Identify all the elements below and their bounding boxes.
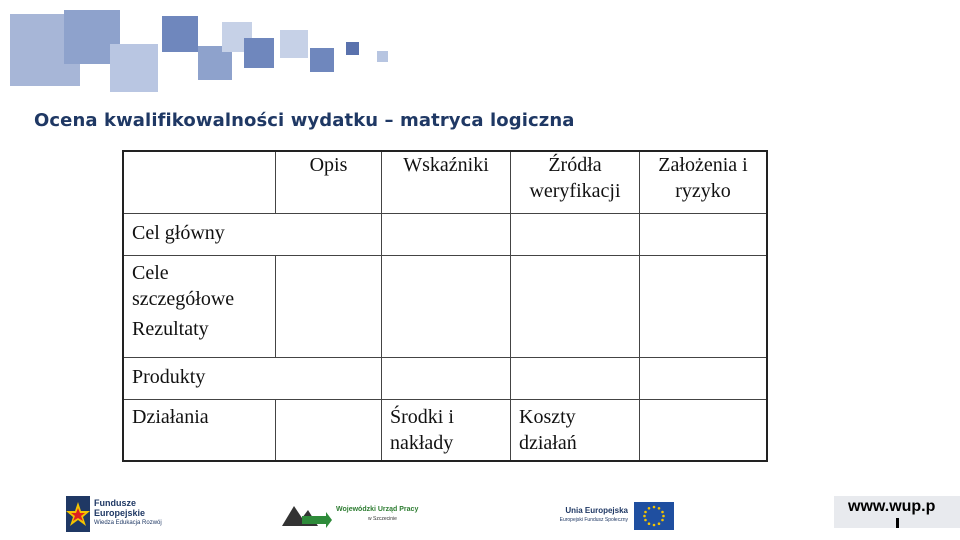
row-label-produkty [123,357,382,399]
cell [276,255,382,357]
url-text: www.wup.p [848,498,936,515]
cell-koszty [511,399,640,461]
header-opis: Opis [276,151,382,213]
fe-line1: Fundusze [94,498,136,508]
cel-glowny-label: Cel główny [132,221,225,244]
ue-line2: Europejski Fundusz Społeczny [559,517,628,523]
header-wskazniki: Wskaźniki [382,151,511,213]
row-label-dzialania [123,399,276,461]
cell [511,213,640,255]
url-overflow-mark [896,518,899,528]
srodki-label: Środki i nakłady [390,405,454,454]
fe-line3: Wiedza Edukacja Rozwój [94,520,162,526]
ue-line1: Unia Europejska [565,506,628,515]
row-label-cele-rezultaty [123,255,276,357]
cell [640,357,768,399]
header-zalozenia: Założenia i ryzyko [640,151,768,213]
row-label-cel-glowny [123,213,382,255]
corner-cell [123,151,276,213]
cele-szczegolowe-label: Cele szczegółowe [132,261,235,310]
wup-mountains-icon [282,502,332,528]
cell [640,213,768,255]
produkty-label: Produkty [132,365,206,388]
koszty-label: Koszty działań [519,405,577,454]
logical-matrix-table [122,150,768,462]
fe-line2: Europejskie [94,508,146,518]
cell [511,357,640,399]
cell [640,399,768,461]
eu-flag-icon [634,502,674,530]
slide-title: Ocena kwalifikowalności wydatku – matryca logiczna [34,110,575,131]
cell [382,213,511,255]
rezultaty-label: Rezultaty [132,317,209,340]
wup-line1: Wojewódzki Urząd Pracy [336,506,419,513]
cell-srodki [382,399,511,461]
wup-line2: w Szczecinie [368,516,397,522]
cell [640,255,768,357]
cell [276,399,382,461]
cell [511,255,640,357]
cell [382,357,511,399]
cell [382,255,511,357]
logo-unia-europejska [538,502,678,532]
website-url [834,496,960,528]
logo-fundusze-europejskie [66,496,176,534]
header-zrodla: Źródła weryfikacji [511,151,640,213]
logo-wup [282,502,442,528]
fe-star-icon [66,496,90,532]
dzialania-label: Działania [132,405,209,428]
